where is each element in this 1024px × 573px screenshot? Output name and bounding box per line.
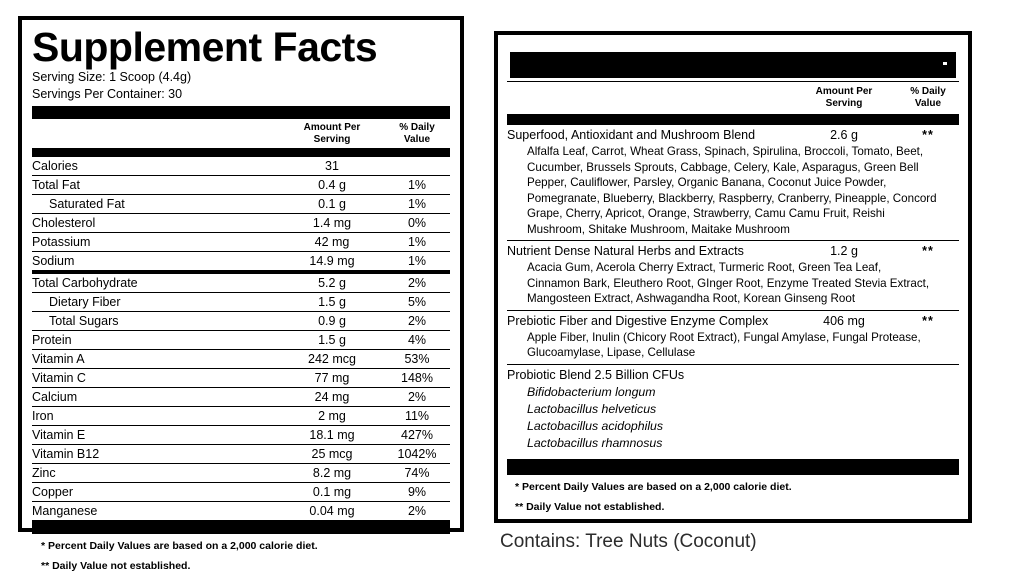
nutrient-name: Sodium <box>32 254 75 268</box>
blend-amount: 1.2 g <box>830 244 858 258</box>
footnote-daily-value-basis-left: * Percent Daily Values are based on a 2,000 calorie diet. <box>41 540 318 552</box>
column-headers-left <box>32 119 450 148</box>
nutrient-amount: 0.4 g <box>318 178 346 192</box>
nutrient-daily-value: 427% <box>401 428 433 442</box>
title-divider-bar <box>32 106 450 119</box>
nutrient-daily-value: 5% <box>407 295 427 309</box>
table-row <box>32 312 450 331</box>
dv-header-right-line2: Value <box>914 98 942 109</box>
right-panel-top-space <box>507 35 959 52</box>
nutrient-amount: 25 mcg <box>311 447 353 461</box>
nutrient-amount: 5.2 g <box>318 276 346 290</box>
nutrient-name: Total Fat <box>32 178 80 192</box>
blend-name: Superfood, Antioxidant and Mushroom Blend <box>507 128 756 142</box>
table-row <box>32 176 450 195</box>
nutrient-name: Zinc <box>32 466 56 480</box>
nutrient-amount: 0.1 g <box>318 197 346 211</box>
amount-header-right-line2: Serving <box>825 98 863 109</box>
nutrient-name: Total Sugars <box>49 314 119 328</box>
footnote-daily-value-basis-right: * Percent Daily Values are based on a 2,000 calorie diet. <box>515 480 792 493</box>
amount-header-line2: Serving <box>313 133 351 145</box>
table-row <box>32 157 450 176</box>
nutrient-name: Saturated Fat <box>49 197 125 211</box>
probiotic-strain: Lactobacillus rhamnosus <box>527 435 663 450</box>
nutrient-daily-value: 1% <box>407 235 427 249</box>
blend-name: Prebiotic Fiber and Digestive Enzyme Complex <box>507 313 769 328</box>
nutrient-daily-value: 1% <box>407 254 427 268</box>
table-row <box>32 369 450 388</box>
nutrient-name: Calories <box>32 159 78 173</box>
nutrient-name: Vitamin E <box>32 428 86 442</box>
blend-ingredients: Acacia Gum, Acerola Cherry Extract, Turmeric Root, Green Tea Leaf, Cinnamon Bark, Eleuthero Root, GInger Root, Enzyme Treated Stevia Extract, Mangosteen Extract, Ashwagandha Root, Korean Ginseng Root <box>527 261 930 305</box>
nutrient-daily-value: 1% <box>407 178 427 192</box>
nutrient-daily-value: 74% <box>404 466 430 480</box>
blend-daily-value: ** <box>922 128 934 142</box>
nutrient-amount: 1.5 g <box>318 295 346 309</box>
allergen-statement: Contains: Tree Nuts (Coconut) <box>500 531 757 552</box>
supplement-facts-panel-left <box>18 16 464 572</box>
table-row <box>32 388 450 407</box>
nutrient-name: Total Carbohydrate <box>32 276 138 290</box>
nutrient-amount: 77 mg <box>314 371 350 385</box>
nutrient-amount: 31 <box>325 159 339 173</box>
nutrient-amount: 42 mg <box>314 235 350 249</box>
nutrient-name: Iron <box>32 409 54 423</box>
nutrient-name: Vitamin B12 <box>32 447 100 461</box>
nutrient-name: Protein <box>32 333 72 347</box>
blend-daily-value: ** <box>922 244 934 258</box>
probiotic-strain: Lactobacillus acidophilus <box>527 418 664 433</box>
nutrient-name: Potassium <box>32 235 91 249</box>
table-row <box>32 293 450 312</box>
nutrient-daily-value: 53% <box>404 352 430 366</box>
nutrient-daily-value: 0% <box>407 216 427 230</box>
blend-section <box>507 241 959 311</box>
header-divider-bar <box>32 148 450 157</box>
nutrient-amount: 1.4 mg <box>312 216 352 230</box>
nutrient-amount: 0.9 g <box>318 314 346 328</box>
table-row <box>32 331 450 350</box>
blend-header-row <box>507 241 959 260</box>
blend-section <box>507 125 959 241</box>
nutrient-amount: 242 mcg <box>308 352 356 366</box>
table-row <box>32 426 450 445</box>
nutrient-amount: 8.2 mg <box>312 466 352 480</box>
blend-section <box>507 311 959 365</box>
nutrient-name: Copper <box>32 485 73 499</box>
probiotic-blend-name: Probiotic Blend 2.5 Billion CFUs <box>507 367 685 382</box>
probiotic-strain: Lactobacillus helveticus <box>527 401 657 416</box>
servings-per-container-text: Servings Per Container: 30 <box>32 87 183 101</box>
table-row <box>32 214 450 233</box>
nutrient-name: Dietary Fiber <box>49 295 121 309</box>
nutrient-daily-value: 11% <box>404 409 430 423</box>
amount-header-right-line1: Amount Per <box>815 86 873 97</box>
blend-table <box>507 125 959 455</box>
table-bottom-bar <box>32 520 450 534</box>
right-table-bottom-bar <box>507 459 959 475</box>
nutrient-amount: 1.5 g <box>318 333 346 347</box>
nutrient-daily-value: 2% <box>407 314 427 328</box>
dv-header-line1: % Daily <box>399 122 435 133</box>
daily-value-header <box>384 122 450 145</box>
nutrient-amount: 14.9 mg <box>309 254 355 268</box>
daily-value-header-right <box>897 86 959 110</box>
footnote-dv-not-established-left: ** Daily Value not established. <box>41 560 191 572</box>
nutrient-amount: 18.1 mg <box>309 428 355 442</box>
nutrient-table <box>32 157 450 520</box>
amount-per-serving-header-right <box>791 86 897 110</box>
redaction-artifact-dot <box>943 62 947 65</box>
dv-header-right-line1: % Daily <box>910 86 946 97</box>
dv-header-line2: Value <box>403 133 431 145</box>
right-header-divider-bar <box>507 114 959 125</box>
nutrient-daily-value: 9% <box>407 485 427 499</box>
nutrient-name: Cholesterol <box>32 216 96 230</box>
nutrient-daily-value: 2% <box>407 276 427 290</box>
table-row <box>32 445 450 464</box>
nutrient-name: Manganese <box>32 504 98 518</box>
nutrient-daily-value: 1042% <box>397 447 437 461</box>
footnote-dv-not-established-right: ** Daily Value not established. <box>515 500 665 513</box>
nutrient-daily-value: 2% <box>407 504 427 518</box>
table-row <box>32 271 450 293</box>
nutrient-daily-value: 4% <box>407 333 427 347</box>
table-row <box>32 195 450 214</box>
nutrient-daily-value: 2% <box>407 390 427 404</box>
redacted-title-bar <box>510 52 956 78</box>
blend-daily-value: ** <box>922 313 934 328</box>
probiotic-strain: Bifidobacterium longum <box>527 384 656 399</box>
nutrient-name: Vitamin A <box>32 352 85 366</box>
nutrient-name: Calcium <box>32 390 78 404</box>
table-row <box>32 464 450 483</box>
nutrient-amount: 24 mg <box>314 390 350 404</box>
table-row <box>32 252 450 271</box>
blend-header-row <box>507 311 959 330</box>
probiotic-header-row <box>507 365 959 384</box>
nutrient-daily-value: 148% <box>401 371 433 385</box>
blend-header-row <box>507 125 959 144</box>
amount-per-serving-header <box>280 122 384 145</box>
serving-size-text: Serving Size: 1 Scoop (4.4g) <box>32 70 192 84</box>
table-row <box>32 407 450 426</box>
column-headers-right <box>507 82 959 114</box>
table-row <box>32 350 450 369</box>
nutrient-name: Vitamin C <box>32 371 86 385</box>
supplement-facts-panel-right <box>494 31 972 523</box>
nutrient-amount: 0.1 mg <box>312 485 352 499</box>
amount-header-line1: Amount Per <box>303 122 361 133</box>
blend-ingredients: Apple Fiber, Inulin (Chicory Root Extract), Fungal Amylase, Fungal Protease, Glucoamylase, Lipase, Cellulase <box>527 330 921 359</box>
blend-ingredients: Alfalfa Leaf, Carrot, Wheat Grass, Spinach, Spirulina, Broccoli, Tomato, Beet, Cucumber, Brussels Sprouts, Cabbage, Celery, Kale, Asparagus, Green Bell Pepper, Cauliflower, Parsley, Organic Banana, Coconut Juice Powder, Pomegranate, Blueberry, Blackberry, Raspberry, Cranberry, Pineapple, Concord Grape, Cherry, Apricot, Orange, Strawberry, Camu Camu Fruit, Reishi Mushroom, Shitake Mushroom, Maitake Mushroom <box>527 145 937 236</box>
blend-amount: 2.6 g <box>830 128 858 142</box>
probiotic-blend-section <box>507 365 959 455</box>
table-row <box>32 233 450 252</box>
table-row <box>32 502 450 520</box>
nutrient-daily-value: 1% <box>407 197 427 211</box>
blend-name: Nutrient Dense Natural Herbs and Extracts <box>507 244 744 258</box>
page-title: Supplement Facts <box>32 24 378 70</box>
table-row <box>32 483 450 502</box>
nutrient-amount: 0.04 mg <box>309 504 355 518</box>
nutrient-amount: 2 mg <box>318 409 346 423</box>
blend-amount: 406 mg <box>823 313 865 328</box>
